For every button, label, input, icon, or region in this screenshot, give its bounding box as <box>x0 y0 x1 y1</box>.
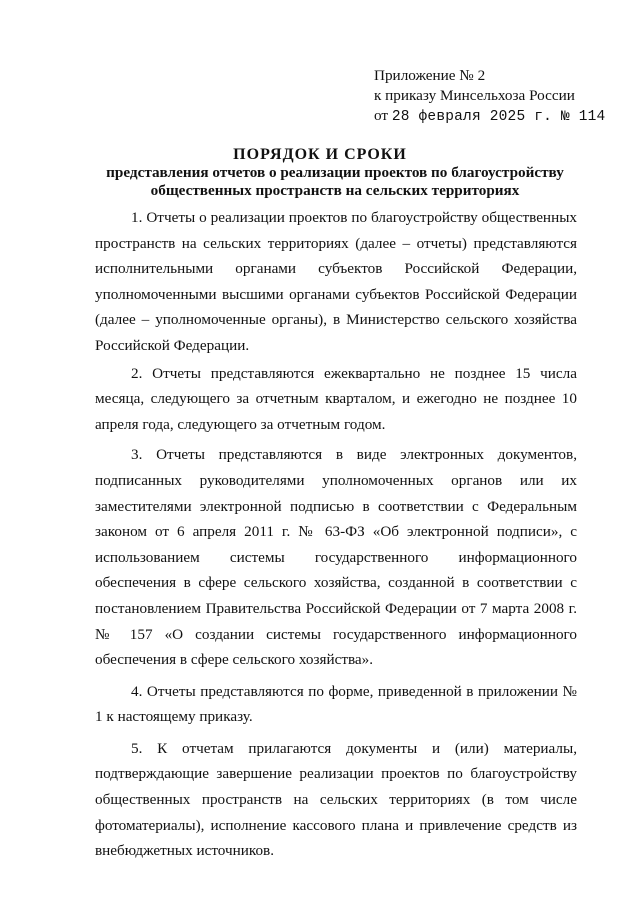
paragraph-3: 3. Отчеты представляются в виде электронных документов, подписанных руководителями уполномоченных органов или их заместителями электронной подписью в соответствии с Федеральным законом от 6 апреля 2011 г. № 63-ФЗ «Об электронной подписи», с использованием системы государственного информационного обеспечения в сфере сельского хозяйства, созданной в соответствии с постановлением Правительства Российской Федерации от 7 марта 2008 г. № 157 «О создании системы государственного информационного обеспечения в сфере сельского хозяйства». <box>95 446 577 669</box>
annex-date-prefix: от <box>374 107 389 124</box>
document-subtitle <box>60 164 610 200</box>
paragraph-5: 5. К отчетам прилагаются документы и (или) материалы, подтверждающие завершение реализации проектов по благоустройству общественных пространств на сельских территориях (в том числе фотоматериалы), исполнение кассового плана и привлечение средств из внебюджетных источников. <box>95 739 577 860</box>
annex-date-value: 28 февраля 2025 г. № 114 <box>391 109 606 125</box>
document-title: ПОРЯДОК И СРОКИ <box>233 146 407 163</box>
paragraph-1: 1. Отчеты о реализации проектов по благоустройству общественных пространств на сельских территориях (далее – отчеты) представляются исполнительными органами субъектов Российской Федерации, уполномоченными высшими органами субъектов Российской Федерации (далее – уполномоченные органы), в Министерство сельского хозяйства Российской Федерации. <box>95 209 577 354</box>
annex-date-line <box>374 106 605 127</box>
subtitle-line-1: представления отчетов о реализации проектов по благоустройству <box>106 164 564 181</box>
annex-order-reference: к приказу Минсельхоза России <box>374 87 575 104</box>
paragraph-2: 2. Отчеты представляются ежеквартально не позднее 15 числа месяца, следующего за отчетным кварталом, и ежегодно не позднее 10 апреля года, следующего за отчетным годом. <box>95 364 577 433</box>
document-body <box>95 205 577 870</box>
annex-number: Приложение № 2 <box>374 67 486 84</box>
paragraph-4: 4. Отчеты представляются по форме, приведенной в приложении № 1 к настоящему приказу. <box>95 682 577 726</box>
subtitle-line-2: общественных пространств на сельских территориях <box>150 182 520 199</box>
annex-header <box>374 66 605 127</box>
